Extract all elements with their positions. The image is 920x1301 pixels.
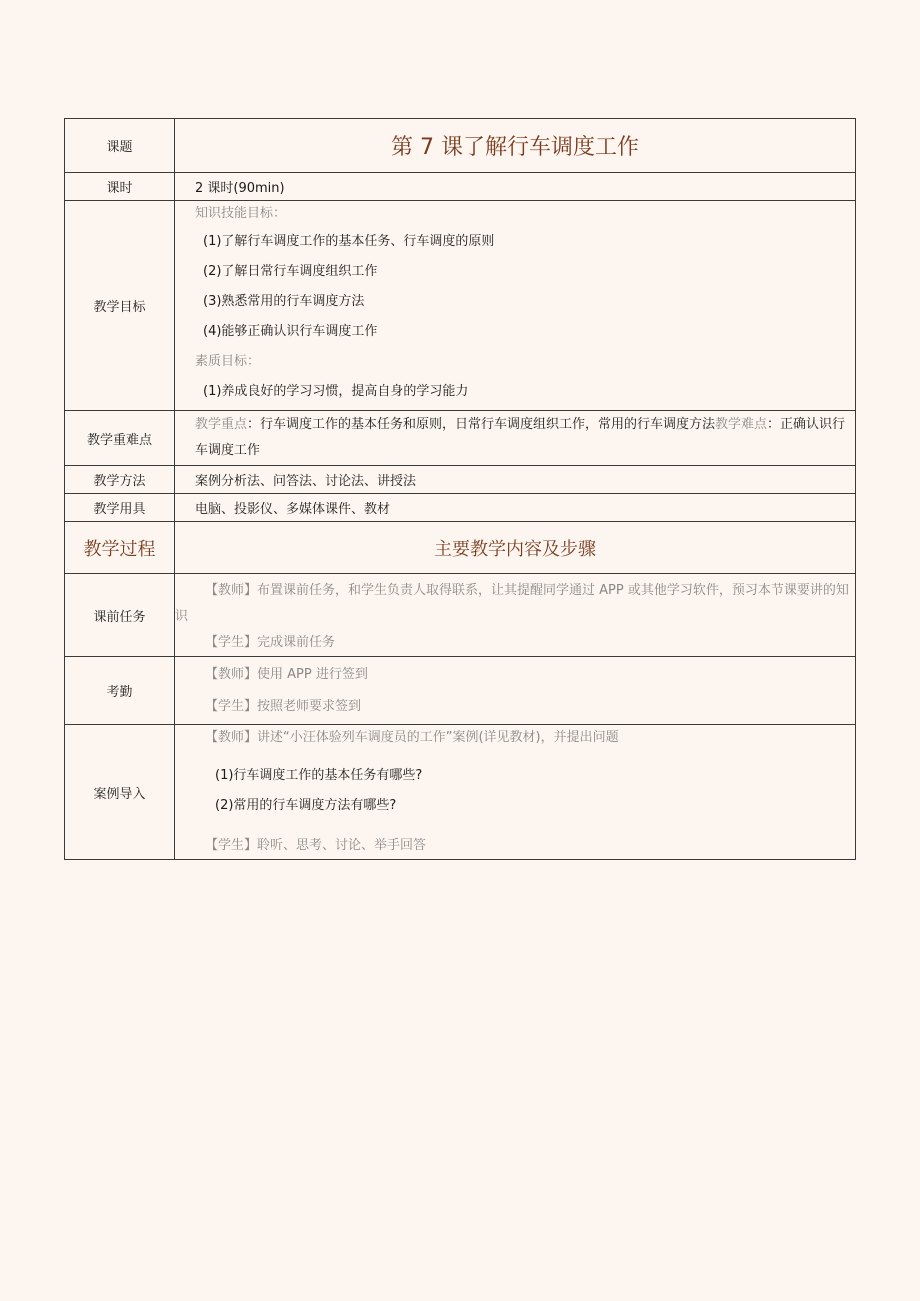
case-label: 案例导入 — [65, 725, 175, 860]
keypoints-content — [175, 411, 856, 466]
knowledge-item: (1)了解行车调度工作的基本任务、行车调度的原则 — [203, 234, 495, 249]
tools-value: 电脑、投影仪、多媒体课件、教材 — [175, 494, 856, 522]
attendance-content — [175, 657, 856, 725]
key-label: 教学重点 — [195, 417, 248, 432]
diff-text: ：正确认识行车调度工作 — [195, 417, 846, 458]
pretask-teacher: 【教师】布置课前任务，和学生负责人取得联系，让其提醒同学通过 APP 或其他学习软件，预习本节课要讲的知识 — [175, 583, 849, 624]
hours-label: 课时 — [65, 173, 175, 201]
attendance-label: 考勤 — [65, 657, 175, 725]
topic-label: 课题 — [65, 119, 175, 173]
pretask-content — [175, 574, 856, 657]
knowledge-item: (2)了解日常行车调度组织工作 — [203, 264, 378, 279]
keypoints-label: 教学重难点 — [65, 411, 175, 466]
quality-heading: 素质目标： — [195, 354, 261, 369]
goals-label: 教学目标 — [65, 201, 175, 411]
methods-label: 教学方法 — [65, 466, 175, 494]
key-text: ：行车调度工作的基本任务和原则，日常行车调度组织工作，常用的行车调度方法 — [247, 417, 716, 432]
attendance-student: 【学生】按照老师要求签到 — [205, 698, 362, 714]
methods-value: 案例分析法、问答法、讨论法、讲授法 — [175, 466, 856, 494]
hours-value: 2 课时(90min) — [175, 173, 856, 201]
process-heading: 主要教学内容及步骤 — [175, 522, 856, 574]
knowledge-item: (3)熟悉常用的行车调度方法 — [203, 294, 365, 309]
quality-item: (1)养成良好的学习习惯，提高自身的学习能力 — [203, 384, 469, 399]
knowledge-heading: 知识技能目标： — [195, 206, 287, 221]
lesson-title: 第 7 课了解行车调度工作 — [175, 119, 856, 173]
case-question: (2)常用的行车调度方法有哪些? — [215, 798, 397, 813]
knowledge-item: (4)能够正确认识行车调度工作 — [203, 324, 378, 339]
diff-label: 教学难点 — [715, 417, 768, 432]
case-teacher: 【教师】讲述“小汪体验列车调度员的工作”案例(详见教材)，并提出问题 — [205, 730, 619, 745]
case-student: 【学生】聆听、思考、讨论、举手回答 — [205, 838, 427, 853]
goals-content — [175, 201, 856, 411]
case-question: (1)行车调度工作的基本任务有哪些? — [215, 768, 423, 783]
attendance-teacher: 【教师】使用 APP 进行签到 — [205, 666, 368, 682]
pretask-label: 课前任务 — [65, 574, 175, 657]
pretask-student: 【学生】完成课前任务 — [205, 635, 336, 650]
process-label: 教学过程 — [65, 522, 175, 574]
lesson-plan-table — [64, 118, 856, 860]
tools-label: 教学用具 — [65, 494, 175, 522]
case-content — [175, 725, 856, 860]
